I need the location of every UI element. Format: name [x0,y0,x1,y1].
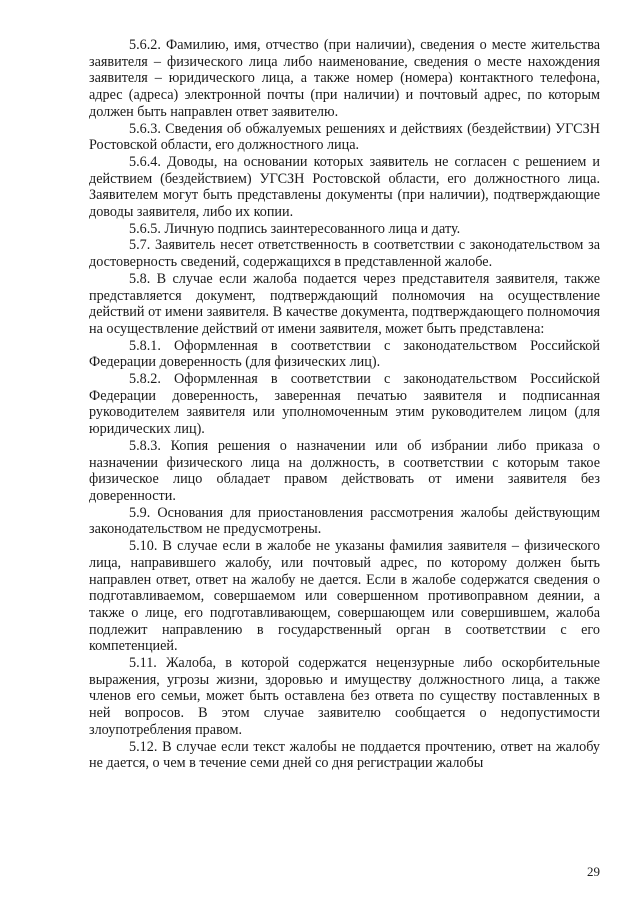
paragraph-5-7: 5.7. Заявитель несет ответственность в соответствии с законодательством за достоверность сведений, содержащихся в представленной жалобе. [89,237,600,271]
paragraph-5-8-3: 5.8.3. Копия решения о назначении или об избрании либо приказа о назначении физического лица на должность, в соответствии с которым такое физическое лицо обладает правом действовать от имени заявителя без доверенности. [89,437,600,504]
paragraph-5-6-3: 5.6.3. Сведения об обжалуемых решениях и действиях (бездействии) УГСЗН Ростовской области, его должностного лица. [89,120,600,154]
paragraph-5-8-2: 5.8.2. Оформленная в соответствии с законодательством Российской Федерации доверенность, заверенная печатью заявителя и подписанная руководителем заявителя или уполномоченным этим руководителем лицом (для юридических лиц). [89,371,600,438]
paragraph-5-8: 5.8. В случае если жалоба подается через представителя заявителя, также представляется документ, подтверждающий полномочия на осуществление действий от имени заявителя. В качестве документа, подтверждающего полномочия на осуществление действий от имени заявителя, может быть представлена: [89,270,600,337]
paragraph-5-6-5: 5.6.5. Личную подпись заинтересованного лица и дату. [129,220,461,237]
paragraph-5-6-4: 5.6.4. Доводы, на основании которых заявитель не согласен с решением и действием (бездействием) УГСЗН Ростовской области, его должностного лица. Заявителем могут быть представлены документы (при наличии), подтверждающие доводы заявителя, либо их копии. [89,153,600,221]
paragraph-5-8-1: 5.8.1. Оформленная в соответствии с законодательством Российской Федерации доверенность (для физических лиц). [89,337,600,371]
paragraph-5-9: 5.9. Основания для приостановления рассмотрения жалобы действующим законодательством не предусмотрены. [89,504,600,538]
page-number: 29 [587,864,600,879]
paragraph-5-6-2: 5.6.2. Фамилию, имя, отчество (при наличии), сведения о месте жительства заявителя – физического лица либо наименование, сведения о месте нахождения заявителя – юридического лица, а также номер (номера) контактного телефона, адрес (адреса) электронной почты (при наличии) и почтовый адрес, по которым должен быть направлен ответ заявителю. [89,37,600,120]
paragraph-5-11: 5.11. Жалоба, в которой содержатся нецензурные либо оскорбительные выражения, угрозы жизни, здоровью и имуществу должностного лица, а также членов его семьи, может быть оставлена без ответа по существу поставленных в ней вопросов. В этом случае заявителю сообщается о недопустимости злоупотребления правом. [89,655,600,738]
paragraph-5-10: 5.10. В случае если в жалобе не указаны фамилия заявителя – физического лица, направившего жалобу, или почтовый адрес, по которому должен быть направлен ответ, ответ на жалобу не дается. Если в жалобе содержатся сведения о подготавливаемом, совершаемом или совершенном противоправном деянии, а также о лице, его подготавливающем, совершающем или совершившем, жалоба подлежит направлению в государственный орган в соответствии с его компетенцией. [89,538,600,655]
paragraph-5-12: 5.12. В случае если текст жалобы не поддается прочтению, ответ на жалобу не дается, о чем в течение семи дней со дня регистрации жалобы [89,738,600,772]
